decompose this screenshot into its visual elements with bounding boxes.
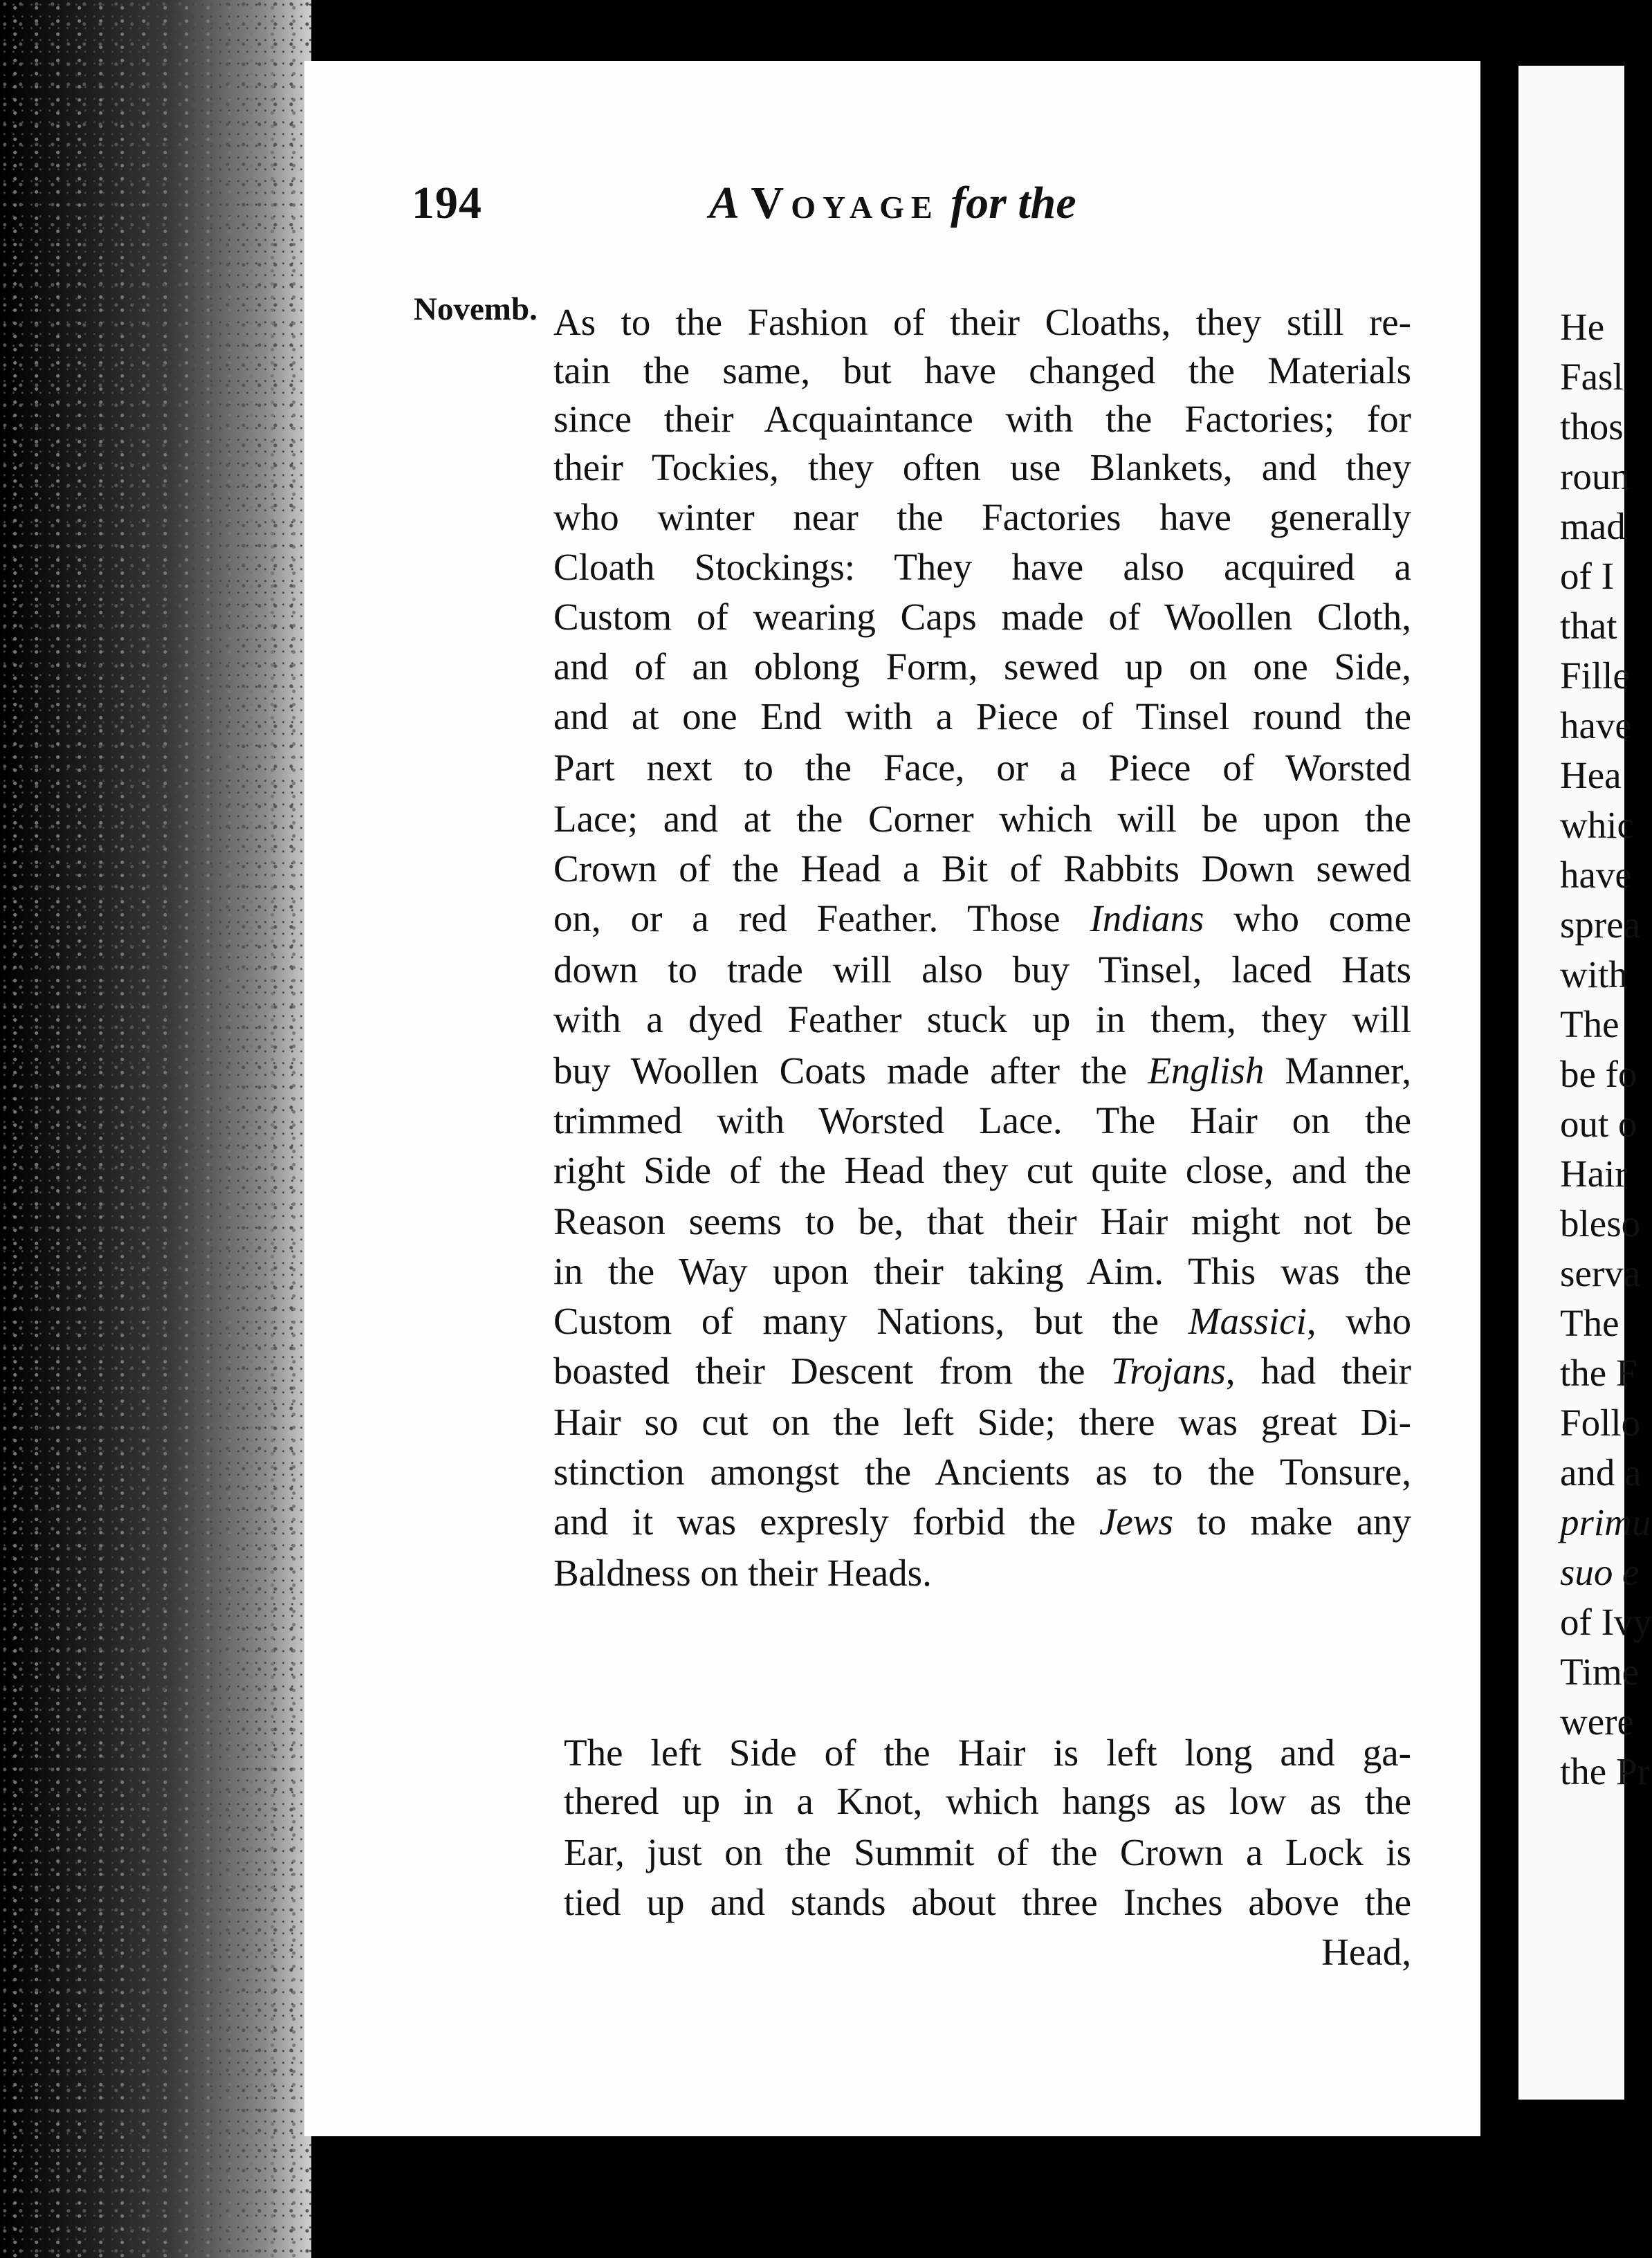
paragraph1-line: Part next to the Face, or a Piece of Worsted <box>553 746 1411 789</box>
paragraph1-line: Custom of wearing Caps made of Woollen Cloth, <box>553 596 1411 638</box>
right-page-fragment: He <box>1560 306 1605 348</box>
page-number: 194 <box>412 178 482 228</box>
right-page-fragment: Hea <box>1560 754 1622 796</box>
paragraph1-line: with a dyed Feather stuck up in them, they will <box>553 998 1411 1040</box>
title-rest: for the <box>951 178 1076 228</box>
right-page-fragment: Time <box>1560 1651 1640 1693</box>
paragraph1-line: trimmed with Worsted Lace. The Hair on the <box>553 1099 1411 1141</box>
paragraph1-line: and of an oblong Form, sewed up on one Side, <box>553 645 1411 688</box>
paragraph1-line: Hair so cut on the left Side; there was great Di- <box>553 1401 1411 1443</box>
paragraph2-line: thered up in a Knot, which hangs as low as the <box>564 1780 1411 1822</box>
running-header <box>412 177 1415 246</box>
right-page-fragment: that <box>1560 605 1617 647</box>
right-page-fragment: roun <box>1560 455 1630 497</box>
paragraph1-line: and at one End with a Piece of Tinsel round the <box>553 695 1411 737</box>
paragraph1-line: As to the Fashion of their Cloaths, they still re- <box>553 301 1411 343</box>
right-page-fragment: the Pr <box>1560 1750 1650 1792</box>
margin-note: Novemb. <box>414 291 538 327</box>
right-page-fragment: serva <box>1560 1252 1641 1294</box>
paragraph2-line: tied up and stands about three Inches above the <box>564 1881 1411 1923</box>
right-page-fragment: Follo <box>1560 1402 1641 1444</box>
right-page-fragment: thos <box>1560 405 1624 448</box>
right-page-fragment: out o <box>1560 1103 1637 1145</box>
paragraph1-line: tain the same, but have changed the Materials <box>553 349 1411 392</box>
paragraph1-line: Reason seems to be, that their Hair might not be <box>553 1200 1411 1242</box>
right-page-fragment: were <box>1560 1700 1634 1743</box>
title-a: A <box>709 178 740 228</box>
right-page-fragment: have <box>1560 704 1632 746</box>
right-page-fragment: bleso <box>1560 1202 1641 1245</box>
right-page-fragment: have <box>1560 854 1632 896</box>
paragraph1-line: Crown of the Head a Bit of Rabbits Down sewed <box>553 847 1411 890</box>
right-page-fragment: of Ivy <box>1560 1601 1652 1643</box>
paragraph1-line: Lace; and at the Corner which will be upon the <box>553 798 1411 840</box>
right-page-fragment: The <box>1560 1302 1619 1344</box>
paragraph1-line: who winter near the Factories have generally <box>553 496 1411 538</box>
paragraph1-line: down to trade will also buy Tinsel, laced Hats <box>553 948 1411 991</box>
paragraph1-line: buy Woollen Coats made after the English Manner, <box>553 1049 1411 1092</box>
running-title <box>709 177 1076 230</box>
right-page-fragment: with <box>1560 953 1628 995</box>
paragraph2-line: The left Side of the Hair is left long and ga- <box>564 1732 1411 1774</box>
paragraph1-line: Cloath Stockings: They have also acquired a <box>553 546 1411 588</box>
paragraph1-line: right Side of the Head they cut quite close, and the <box>553 1149 1411 1191</box>
right-page-fragment: sprea <box>1560 903 1641 946</box>
right-page-fragment: of I <box>1560 555 1614 597</box>
catchword: Head, <box>1321 1931 1411 1973</box>
paragraph1-line: stinction amongst the Ancients as to the Tonsure, <box>553 1451 1411 1493</box>
right-page-fragment: the F <box>1560 1352 1637 1394</box>
right-page-fragment: Fasl <box>1560 356 1624 398</box>
paragraph1-line: their Tockies, they often use Blankets, and they <box>553 446 1411 488</box>
paragraph1-line: in the Way upon their taking Aim. This was the <box>553 1250 1411 1292</box>
paragraph1-line: boasted their Descent from the Trojans, had their <box>553 1350 1412 1392</box>
book-gutter <box>0 0 311 2258</box>
right-page-fragment: The <box>1560 1003 1619 1045</box>
paragraph1-line: Baldness on their Heads. <box>553 1552 932 1594</box>
paragraph1-line: and it was expresly forbid the Jews to make any <box>553 1500 1411 1543</box>
paragraph2-line: Ear, just on the Summit of the Crown a Lock is <box>564 1831 1411 1873</box>
right-page-fragment: primu <box>1560 1501 1651 1543</box>
right-page-fragment: mad <box>1560 505 1626 547</box>
right-page-fragment: and a <box>1560 1451 1642 1494</box>
paragraph1-line: on, or a red Feather. Those Indians who come <box>553 897 1411 939</box>
right-page-fragment: whic <box>1560 804 1634 846</box>
right-page-fragment: suo e <box>1560 1551 1640 1593</box>
paragraph1-line: Custom of many Nations, but the Massici, who <box>553 1300 1411 1342</box>
title-voyage: Voyage <box>751 178 939 228</box>
right-page-fragment: be fo <box>1560 1053 1637 1095</box>
paragraph1-line: since their Acquaintance with the Factories; for <box>553 398 1411 440</box>
right-page-fragment: Hair <box>1560 1153 1628 1195</box>
right-page-fragment: Fille <box>1560 654 1630 697</box>
